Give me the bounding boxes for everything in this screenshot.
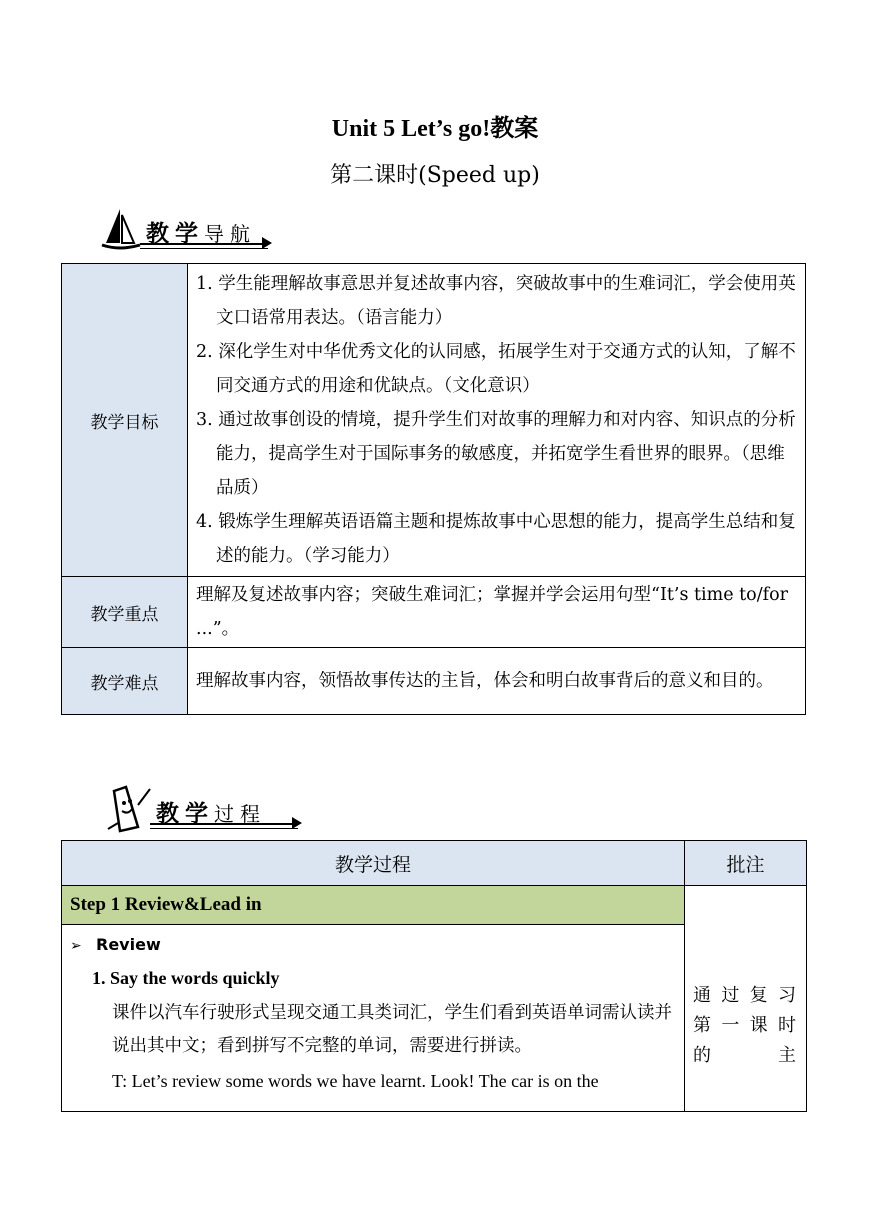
row-label-difficulties: 教学难点: [62, 648, 188, 715]
review-label: Review: [96, 935, 161, 954]
objective-item: 4. 锻炼学生理解英语语篇主题和提炼故事中心思想的能力，提高学生总结和复述的能力。（学习能力）: [196, 512, 796, 566]
document-title: Unit 5 Let’s go!教案: [331, 116, 539, 142]
teaching-navigation-table: [61, 263, 806, 715]
step-1-body: [62, 925, 685, 1112]
section-underline: [140, 243, 268, 249]
section-header-process: [104, 785, 298, 835]
objective-item: 2. 深化学生对中华优秀文化的认同感，拓展学生对于交通方式的认知，了解不同交通方式的用途和优缺点。（文化意识）: [196, 342, 796, 396]
column-header-notes: 批注: [685, 841, 807, 886]
table-row: [62, 264, 806, 577]
section-header-nav: [100, 205, 268, 255]
step-1-heading: Step 1 Review&Lead in: [62, 886, 685, 925]
objective-item: 1. 学生能理解故事意思并复述故事内容，突破故事中的生难词汇，学会使用英文口语常用表达。（语言能力）: [196, 274, 796, 328]
objective-item: 3. 通过故事创设的情境，提升学生们对故事的理解力和对内容、知识点的分析能力，提高学生对于国际事务的敏感度，并拓宽学生看世界的眼界。（思维品质）: [196, 410, 796, 498]
document-subtitle: 第二课时(Speed up): [330, 163, 540, 188]
column-header-process: 教学过程: [62, 841, 685, 886]
difficulties-cell: 理解故事内容，领悟故事传达的主旨，体会和明白故事背后的意义和目的。: [188, 648, 806, 715]
teacher-dialogue: T: Let’s review some words we have learnt. Look! The car is on the: [112, 1071, 599, 1091]
row-label-key-points: 教学重点: [62, 577, 188, 648]
key-points-cell: 理解及复述故事内容；突破生难词汇；掌握并学会运用句型“It’s time to/for ...”。: [188, 577, 806, 648]
notes-cell: 通过复习第一课时的主: [685, 886, 807, 1112]
sailboat-icon: [100, 205, 142, 253]
section-title-nav-bold: 教学: [146, 221, 204, 247]
activity-description: 课件以汽车行驶形式呈现交通工具类词汇，学生们看到英语单词需认读并说出其中文；看到拼写不完整的单词，需要进行拼读。: [112, 1003, 672, 1056]
pencil-teacher-icon: [104, 785, 152, 835]
section-title-nav-light: 导航: [204, 222, 256, 246]
table-header-row: [62, 841, 807, 886]
activity-heading: 1. Say the words quickly: [92, 968, 280, 988]
review-item: [70, 935, 676, 954]
table-row: [62, 577, 806, 648]
table-row: [62, 886, 807, 925]
section-underline: [150, 823, 298, 829]
row-label-objectives: 教学目标: [62, 264, 188, 577]
section-title-process-bold: 教学: [156, 801, 214, 827]
arrow-bullet-icon: ➢: [70, 938, 82, 954]
table-row: [62, 648, 806, 715]
teaching-process-table: [61, 840, 807, 1112]
section-title-process-light: 过程: [214, 802, 266, 826]
objectives-cell: [188, 264, 806, 577]
